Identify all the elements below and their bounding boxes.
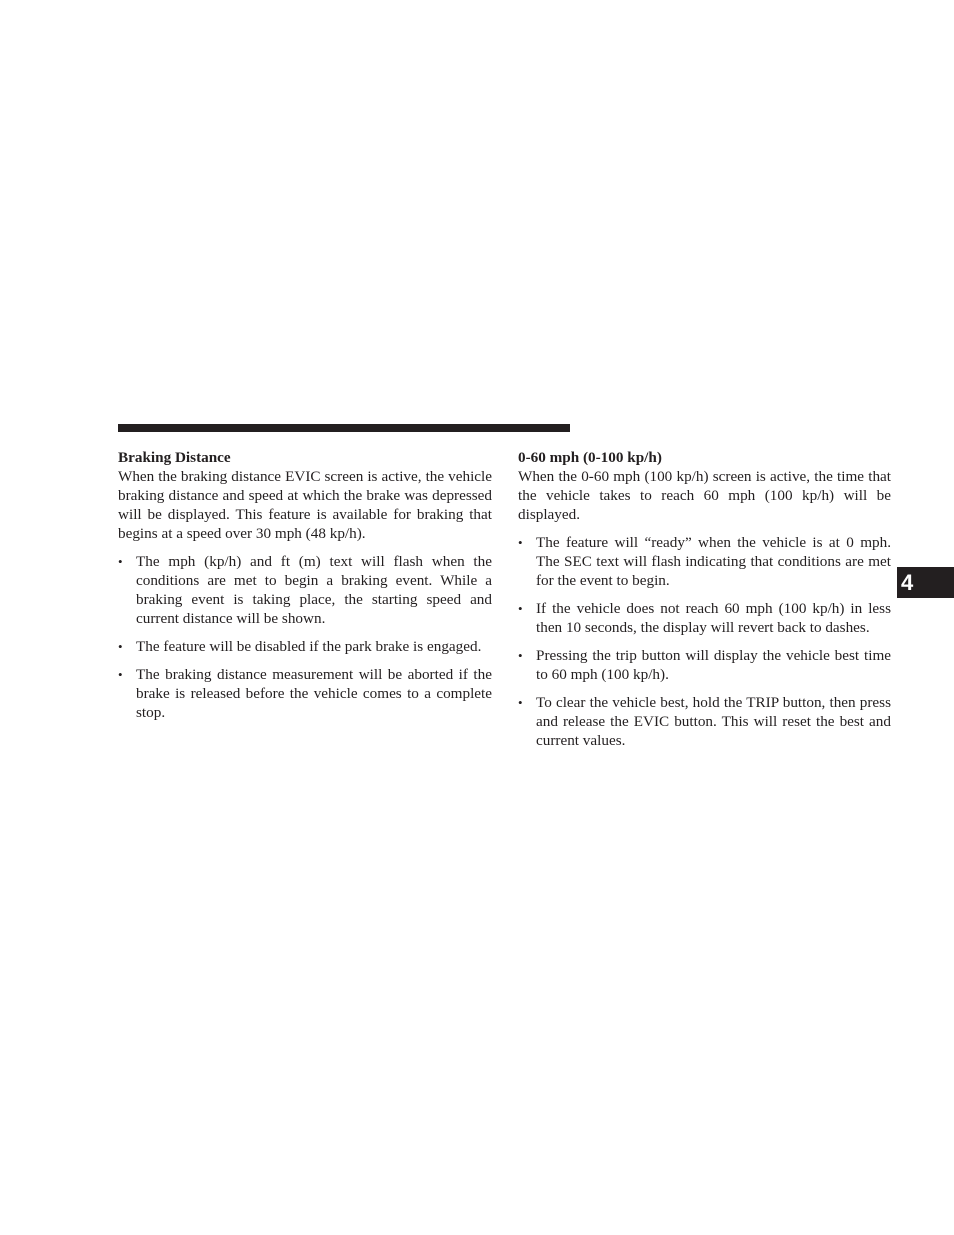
list-item xyxy=(518,693,891,750)
list-item-text: To clear the vehicle best, hold the TRIP button, then press and release the EVIC button. This will reset the best and current values. xyxy=(536,694,891,749)
list-item-text: The braking distance measurement will be aborted if the brake is released before the vehicle comes to a complete stop. xyxy=(136,666,492,721)
right-column xyxy=(518,448,891,750)
list-item-text: The feature will be disabled if the park brake is engaged. xyxy=(136,638,482,655)
list-item-text: Pressing the trip button will display the vehicle best time to 60 mph (100 kp/h). xyxy=(536,647,891,683)
braking-distance-heading: Braking Distance xyxy=(118,449,231,466)
bullet-icon: • xyxy=(518,695,523,710)
bullet-icon: • xyxy=(118,639,123,654)
list-item xyxy=(518,533,891,590)
left-column xyxy=(118,448,492,722)
bullet-icon: • xyxy=(118,554,123,569)
zero-to-sixty-bullet-list xyxy=(518,533,891,750)
chapter-tab: 4 xyxy=(897,567,954,598)
braking-distance-bullet-list xyxy=(118,552,492,722)
list-item-text: The feature will “ready” when the vehicle is at 0 mph. The SEC text will flash indicating that conditions are met for the event to begin. xyxy=(536,534,891,589)
list-item xyxy=(118,637,492,656)
list-item xyxy=(118,665,492,722)
zero-to-sixty-intro: When the 0-60 mph (100 kp/h) screen is active, the time that the vehicle takes to reach 60 mph (100 kp/h) will be displayed. xyxy=(518,468,891,523)
list-item-text: The mph (kp/h) and ft (m) text will flash when the conditions are met to begin a braking event. While a braking event is taking place, the starting speed and current distance will be shown. xyxy=(136,553,492,627)
bullet-icon: • xyxy=(118,667,123,682)
zero-to-sixty-heading: 0-60 mph (0-100 kp/h) xyxy=(518,449,662,466)
list-item xyxy=(518,599,891,637)
list-item xyxy=(518,646,891,684)
braking-distance-intro: When the braking distance EVIC screen is active, the vehicle braking distance and speed at which the brake was depressed will be displayed. This feature is available for braking that begins at a speed over 30 mph (48 kp/h). xyxy=(118,468,492,542)
list-item-text: If the vehicle does not reach 60 mph (100 kp/h) in less then 10 seconds, the display will revert back to dashes. xyxy=(536,600,891,636)
section-divider-rule xyxy=(118,424,570,432)
bullet-icon: • xyxy=(518,535,523,550)
list-item xyxy=(118,552,492,628)
bullet-icon: • xyxy=(518,601,523,616)
bullet-icon: • xyxy=(518,648,523,663)
